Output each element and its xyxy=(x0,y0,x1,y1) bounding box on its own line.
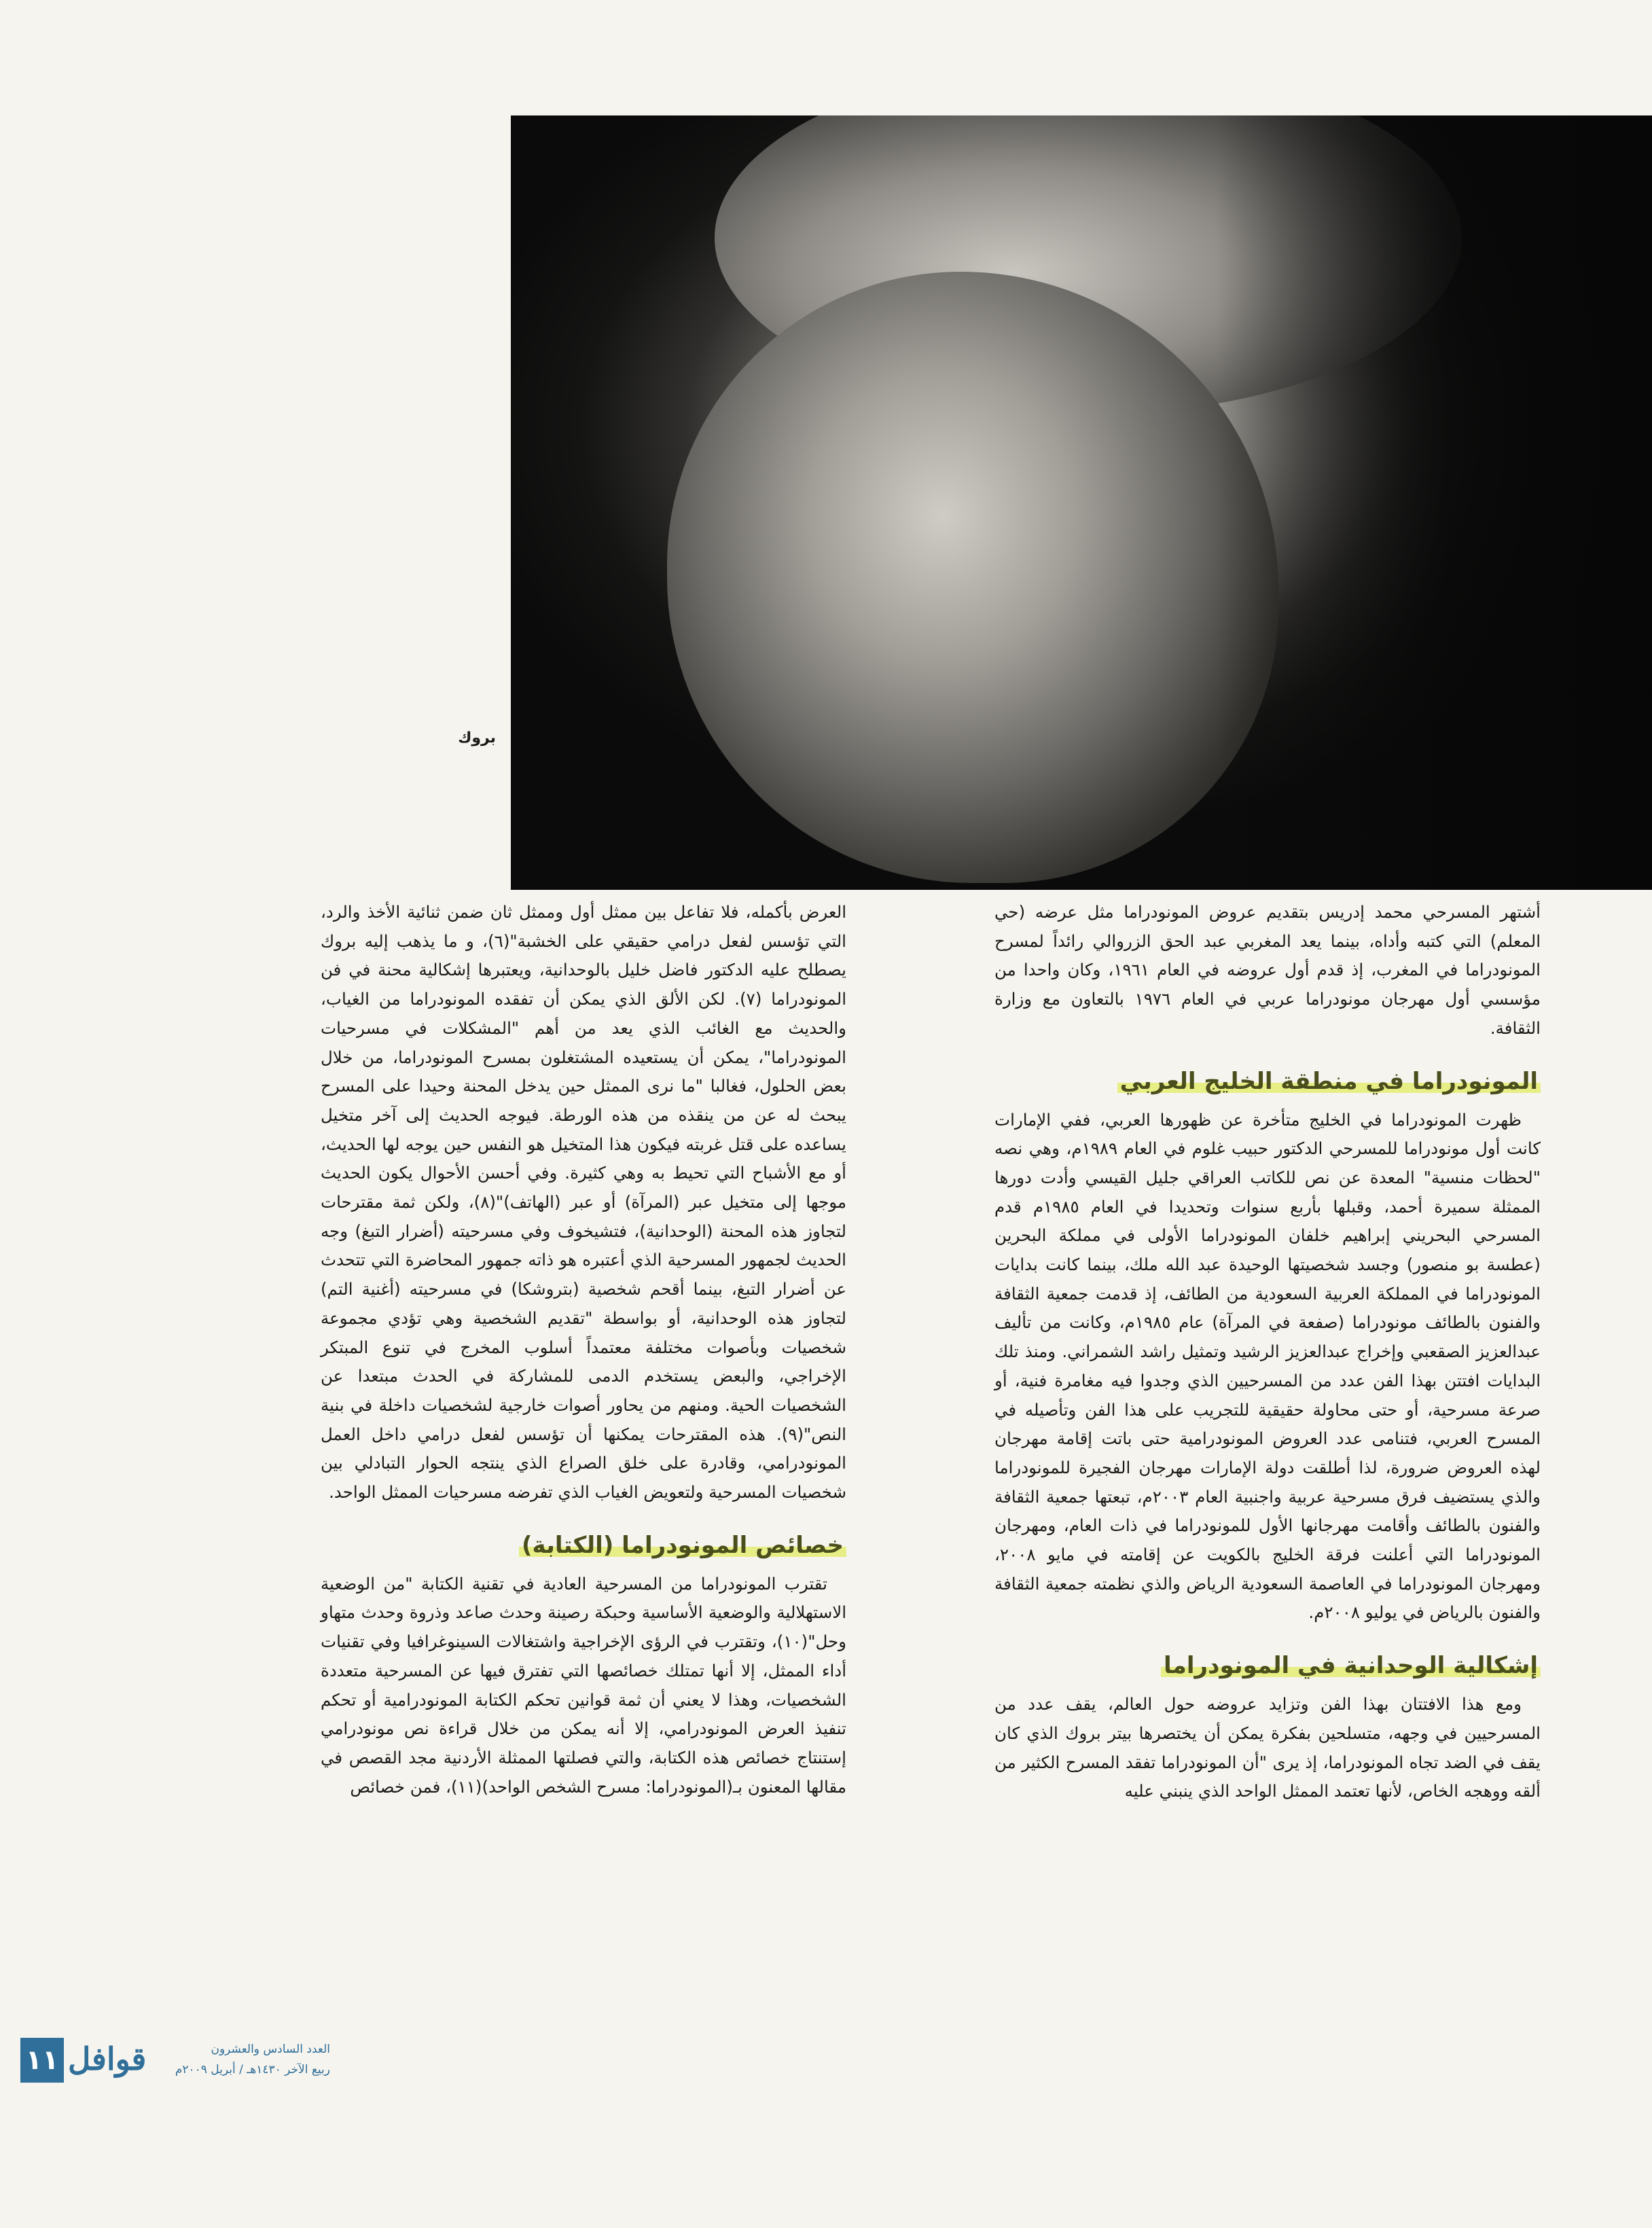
page-number: ١١ xyxy=(20,2038,64,2083)
issue-number: العدد السادس والعشرون xyxy=(211,2043,330,2056)
paragraph: ظهرت المونودراما في الخليج متأخرة عن ظهورها العربي، ففي الإمارات كانت أول مونودراما للمسرحي الدكتور حبيب غلوم في العام ١٩٨٩م، وهي نصه "لحظات منسية" المعدة عن نص للكاتب العراقي جليل القيسي وأدت دورها الممثلة سميرة أحمد، وقبلها بأربع سنوات وتحديدا في العام ١٩٨٥م قدم المسرحي البحريني إبراهيم خلفان المونودراما الأولى في مملكة البحرين (عطسة بو منصور) وجسد شخصيتها الوحيدة عبد الله ملك، بينما كانت بدايات المونودراما في المملكة العربية السعودية من الطائف، إذ قدمت جمعية الثقافة والفنون بالطائف مونودراما (صفعة في المرآة) عام ١٩٨٥م، وكانت من تأليف عبدالعزيز الصقعبي وإخراج عبدالعزيز الرشيد وتمثيل راشد الشمراني. ومنذ تلك البدايات افتتن بهذا الفن عدد من المسرحيين الذي وجدوا فيه مغامرة فنية، أو صرعة مسرحية، أو حتى محاولة حقيقية للتجريب على هذا الفن وتأصيله في المسرح العربي، فتنامى عدد العروض المونودرامية حتى باتت إقامة مهرجان لهذه العروض ضرورة، لذا أطلقت دولة الإمارات مهرجان الفجيرة للمونودراما والذي يستضيف فرق مسرحية عربية واجنبية العام ٢٠٠٣م، تبعتها جمعية الثقافة والفنون بالطائف وأقامت مهرجانها الأول للمونودراما في ذات العام، ومهرجان المونودراما التي أعلنت فرقة الخليج بالكويت عن إقامته في مايو ٢٠٠٨، ومهرجان المونودراما في العاصمة السعودية الرياض والذي نظمته جمعية الثقافة والفنون بالرياض في يوليو ٢٠٠٨م. xyxy=(994,1109,1541,1623)
section-heading-characteristics xyxy=(321,1525,846,1566)
heading-text: خصائص المونودراما (الكتابة) xyxy=(519,1532,846,1559)
paragraph: تقترب المونودراما من المسرحية العادية في تقنية الكتابة "من الوضعية الاستهلالية والوضعية الأساسية وحبكة رصينة وحدث صاعد وذروة وحدث متهاو وحل"(١٠)، وتقترب في الرؤى الإخراجية واشتغالات السينوغرافيا وفي تقنيات أداء الممثل، إلا أنها تمتلك خصائصها التي تفترق فيها عن المسرحية متعددة الشخصيات، وهذا لا يعني أن ثمة قوانين تحكم الكتابة المونودرامية أو تحكم تنفيذ العرض المونودرامي، إلا أنه يمكن من خلال قراءة نص مونودرامي إستنتاج خصائص هذه الكتابة، والتي فصلتها الممثلة الأردنية مجد القصص في مقالها المعنون بـ(المونودراما: مسرح الشخص الواحد)(١١)، فمن خصائص xyxy=(321,1573,846,1797)
heading-text: المونودراما في منطقة الخليج العربي xyxy=(1117,1068,1541,1095)
paragraph: ومع هذا الافتتان بهذا الفن وتزايد عروضه حول العالم، يقف عدد من المسرحيين في وجهه، متسلحين بفكرة يمكن أن يختصرها بيتر بروك الذي كان يقف في الضد تجاه المونودراما، إذ يرى "أن المونودراما تفقد المسرح الكثير من ألقه ووهجه الخاص، لأنها تعتمد الممثل الواحد الذي ينبني عليه xyxy=(994,1694,1541,1801)
paragraph: العرض بأكمله، فلا تفاعل بين ممثل أول وممثل ثان ضمن ثنائية الأخذ والرد، التي تؤسس لفعل درامي حقيقي على الخشبة"(٦)، و ما يذهب إليه بروك يصطلح عليه الدكتور فاضل خليل بالوحدانية، ويعتبرها إشكالية محنة في فن المونودراما (٧). لكن الألق الذي يمكن أن تفقده المونودراما من الغياب، والحديث مع الغائب الذي يعد من أهم "المشكلات في مسرحيات المونودراما"، يمكن أن يستعيده المشتغلون بمسرح المونودراما، من خلال بعض الحلول، فغالبا "ما نرى الممثل حين يدخل المحنة وحيدا على المسرح يبحث له عن من ينقذه من هذه الورطة. فيوجه الحديث إلى آخر متخيل يساعده على قتل غربته فيكون هذا المتخيل هو النفس حين يوجه لها الحديث، أو مع الأشباح التي تحيط به وهي كثيرة. وفي أحسن الأحوال يكون الحديث موجها إلى متخيل عبر (المرآة) أو عبر (الهاتف)"(٨)، ولكن ثمة مقترحات لتجاوز هذه المحنة (الوحدانية)، فتشيخوف وفي مسرحيته (أضرار التبغ) وجه الحديث لجمهور المسرحية الذي أعتبره هو ذاته جمهور المحاضرة التي تتحدث عن أضرار التبغ، بينما أقحم شخصية (بتروشكا) في مسرحيته (أغنية التم) لتجاوز هذه الوحدانية، أو بواسطة "تقديم الشخصية وهي تؤدي مجموعة شخصيات وبأصوات مختلفة معتمداً أسلوب المخرج في تنوع المبتكر الإخراجي، والبعض يستخدم الدمى للمشاركة في الحدث مبتعدا عن الشخصيات الحية. ومنهم من يحاور أصوات خارجية لشخصيات داخلة في بنية النص"(٩). هذه المقترحات يمكنها أن تؤسس لفعل درامي داخل العمل المونودرامي، وقادرة على خلق الصراع الذي ينتجه الحوار التبادلي بين شخصيات المسرحية ولتعويض الغياب الذي تفرضه مسرحيات الممثل الواحد. xyxy=(321,902,847,1503)
section-heading-gulf xyxy=(994,1061,1541,1102)
section-heading-solitude xyxy=(994,1645,1541,1686)
article-column-left xyxy=(321,898,846,1801)
issue-info xyxy=(140,2039,330,2080)
magazine-logo: قوافل xyxy=(68,2041,147,2077)
photo-shadow xyxy=(1216,115,1652,890)
issue-date: ربيع الآخر ١٤٣٠هـ / أبريل ٢٠٠٩م xyxy=(175,2063,330,2077)
photo-caption: بروك xyxy=(458,730,496,747)
portrait-photo xyxy=(511,115,1652,890)
heading-text: إشكالية الوحدانية في المونودراما xyxy=(1161,1652,1541,1679)
paragraph: أشتهر المسرحي محمد إدريس بتقديم عروض المونودراما مثل عرضه (حي المعلم) التي كتبه وأداه، بينما يعد المغربي عبد الحق الزروالي رائداً لمسرح المونودراما في المغرب، إذ قدم أول عروضه في العام ١٩٦١، وكان واحدا من مؤسسي أول مهرجان مونودراما عربي في العام ١٩٧٦ بالتعاون مع وزارة الثقافة. xyxy=(994,902,1541,1038)
article-column-right xyxy=(994,898,1541,1806)
